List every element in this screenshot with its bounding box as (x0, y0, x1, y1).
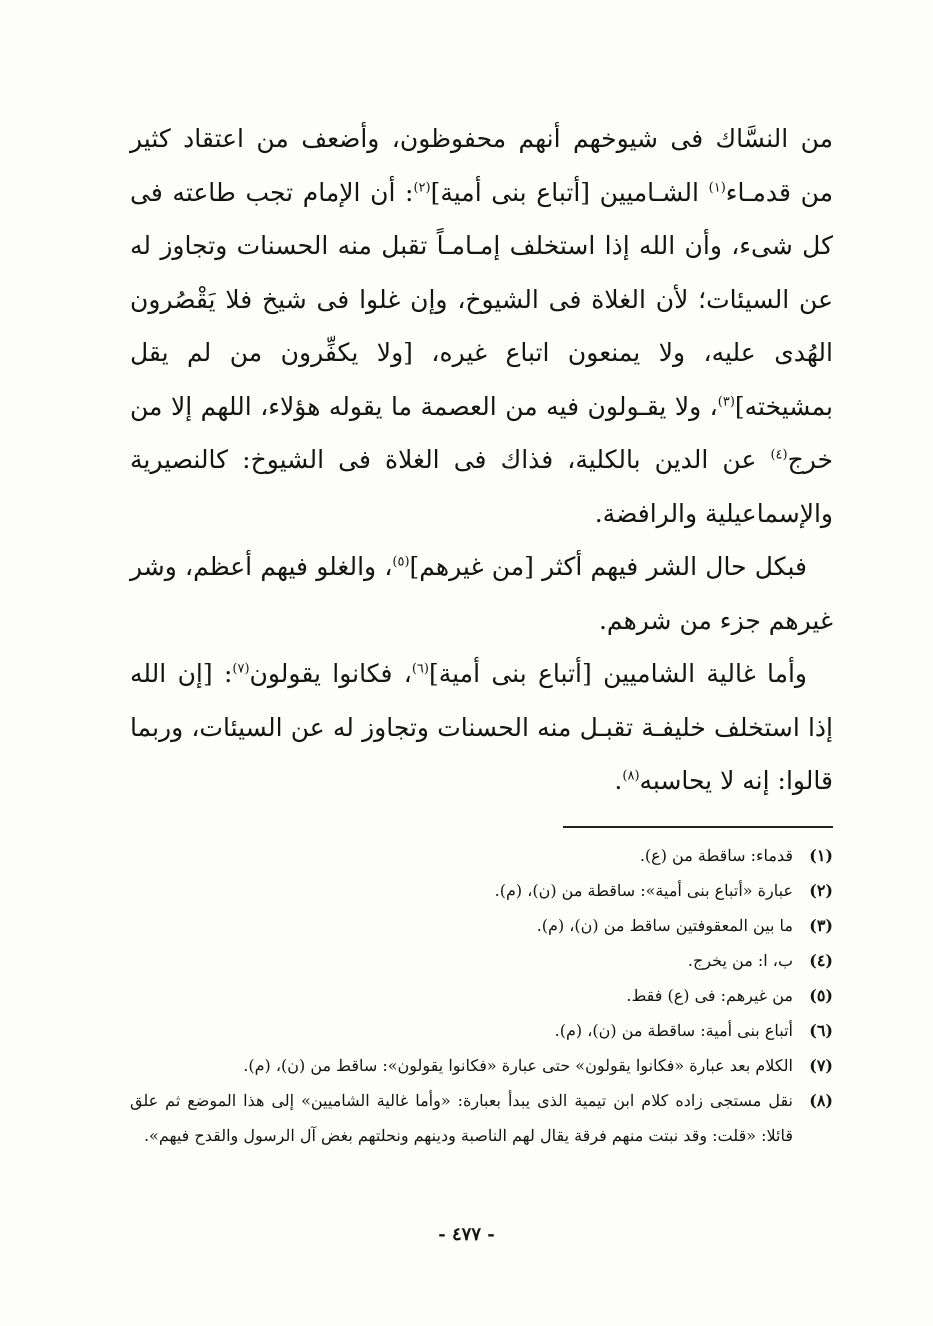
text-run: . (614, 766, 623, 795)
text-run: الشـاميين [أتباع بنى أمية] (430, 177, 709, 207)
footnote-6 (130, 1013, 833, 1048)
text-run: ، والغلو فيهم أعظم، وشر غيرهم جزء من شرهم. (130, 552, 833, 635)
page-number: - ٤٧٧ - (438, 1224, 495, 1245)
footnote-number: (٧) (809, 1055, 833, 1075)
footnote-ref-7: (٧) (232, 661, 250, 677)
footnote-divider (563, 826, 833, 828)
text-run: ، ولا يقـولون فيه من العصمة ما يقوله هؤلاء، اللهم إلا من خرج (130, 391, 833, 474)
footnote-text: نقل مستجى زاده كلام ابن تيمية الذى يبدأ بعبارة: «وأما غالية الشاميين» إلى هذا الموضع ثم علق قائلا: «قلت: وقد نبتت منهم فرقة يقال لهم الناصبة ودينهم ونحلتهم بغض آل الرسول والقدح فيهم». (130, 1090, 793, 1145)
text-run: ، فكانوا يقولون (249, 659, 412, 688)
footnote-number: (٢) (809, 880, 833, 900)
footnote-text: ما بين المعقوفتين ساقط من (ن)، (م). (536, 915, 793, 935)
footnote-ref-8: (٨) (622, 768, 640, 784)
footnote-text: الكلام بعد عبارة «فكانوا يقولون» حتى عبارة «فكانوا يقولون»: ساقط من (ن)، (م). (243, 1055, 793, 1075)
paragraph-3 (130, 647, 833, 808)
text-run: فبكل حال الشر فيهم أكثر [من غيرهم] (409, 552, 807, 581)
text-run: : أن الإمام تجب طاعته فى كل شىء، وأن الله إذا استخلف إمـامـاً تقبل منه الحسنات وتجاوز له عن السيئات؛ لأن الغلاة فى الشيوخ، وإن غلوا فى شيخ فلا يَقْصُرون الهُدى عليه، ولا يمنعون اتباع غيره، [ولا يكفِّرون من لم يقل بمشيخته] (130, 177, 833, 421)
text-run: : [إن الله إذا استخلف خليفـة تقبـل منه الحسنات وتجاوز له عن السيئات، وربما قالوا: إنه لا يحاسبه (130, 659, 833, 795)
footnote-ref-4: (٤) (770, 447, 788, 463)
footnote-number: (٣) (809, 915, 833, 935)
footnote-number: (٨) (809, 1090, 833, 1110)
paragraph-1 (130, 112, 833, 540)
footnote-ref-2: (٢) (413, 180, 431, 196)
main-text (130, 112, 833, 808)
text-run: من النسَّاك فى شيوخهم أنهم محفوظون، وأضعف من اعتقاد كثير من قدمـاء (130, 124, 834, 207)
text-run: عن الدين بالكلية، فذاك فى الغلاة فى الشيوخ: كالنصيرية والإسماعيلية والرافضة. (130, 445, 833, 528)
footnote-number: (٦) (809, 1020, 833, 1040)
footnote-ref-5: (٥) (392, 554, 410, 570)
footnote-ref-6: (٦) (411, 661, 429, 677)
footnote-8 (130, 1083, 833, 1153)
footnote-1 (130, 838, 833, 873)
footnote-text: قدماء: ساقطة من (ع). (639, 845, 793, 865)
footnote-text: عبارة «أتباع بنى أمية»: ساقطة من (ن)، (م). (494, 880, 793, 900)
footnote-ref-3: (٣) (717, 394, 735, 410)
footnote-4 (130, 943, 833, 978)
paragraph-2 (130, 540, 833, 647)
footnote-number: (١) (809, 845, 833, 865)
footnote-7 (130, 1048, 833, 1083)
footnote-number: (٤) (809, 950, 833, 970)
footnotes (130, 838, 833, 1153)
footnote-text: أتباع بنى أمية: ساقطة من (ن)، (م). (554, 1020, 793, 1040)
footnote-text: من غيرهم: فى (ع) فقط. (626, 985, 793, 1005)
footnote-2 (130, 873, 833, 908)
footnote-3 (130, 908, 833, 943)
text-run: وأما غالية الشاميين [أتباع بنى أمية] (428, 659, 807, 688)
footnote-text: ب، ا: من يخرج. (687, 950, 793, 970)
footnote-number: (٥) (809, 985, 833, 1005)
footnote-ref-1: (١) (708, 180, 726, 196)
footnote-5 (130, 978, 833, 1013)
